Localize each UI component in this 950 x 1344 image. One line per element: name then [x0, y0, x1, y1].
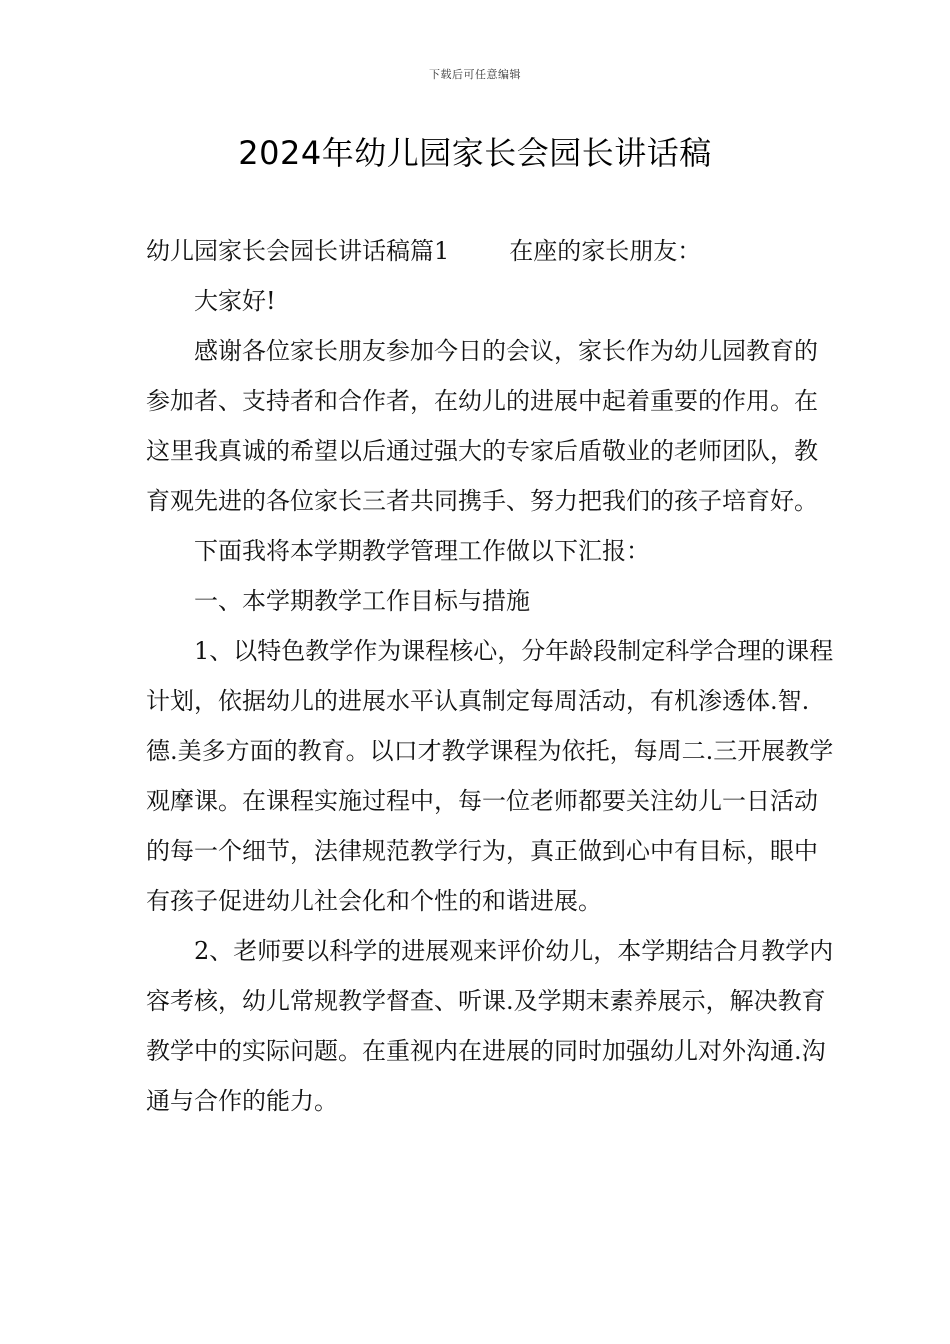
paragraph-item-two: 2、老师要以科学的进展观来评价幼儿，本学期结合月教学内容考核，幼儿常规教学督查、听课.及学期末素养展示，解决教育教学中的实际问题。在重视内在进展的同时加强幼儿对外沟通.沟通与合作的能力。 [146, 937, 834, 1115]
heading-line [146, 226, 836, 276]
salutation: 在座的家长朋友： [509, 237, 702, 265]
section-heading: 幼儿园家长会园长讲话稿篇1 [146, 237, 450, 265]
document-title: 2024年幼儿园家长会园长讲话稿 [238, 134, 712, 172]
paragraph-item-one: 1、以特色教学作为课程核心，分年龄段制定科学合理的课程计划，依据幼儿的进展水平认真制定每周活动，有机渗透体.智.德.美多方面的教育。以口才教学课程为依托，每周二.三开展教学观摩课。在课程实施过程中，每一位老师都要关注幼儿一日活动的每一个细节，法律规范教学行为，真正做到心中有目标，眼中有孩子促进幼儿社会化和个性的和谐进展。 [146, 637, 834, 915]
document-body [146, 226, 836, 1126]
paragraph-report-intro: 下面我将本学期教学管理工作做以下汇报： [194, 537, 650, 565]
paragraph-intro: 感谢各位家长朋友参加今日的会议，家长作为幼儿园教育的参加者、支持者和合作者，在幼儿的进展中起着重要的作用。在这里我真诚的希望以后通过强大的专家后盾敬业的老师团队，教育观先进的各位家长三者共同携手、努力把我们的孩子培育好。 [146, 337, 818, 515]
header-note: 下载后可任意编辑 [429, 68, 521, 81]
paragraph-greeting: 大家好! [194, 287, 276, 315]
paragraph-section-one: 一、本学期教学工作目标与措施 [194, 587, 530, 615]
